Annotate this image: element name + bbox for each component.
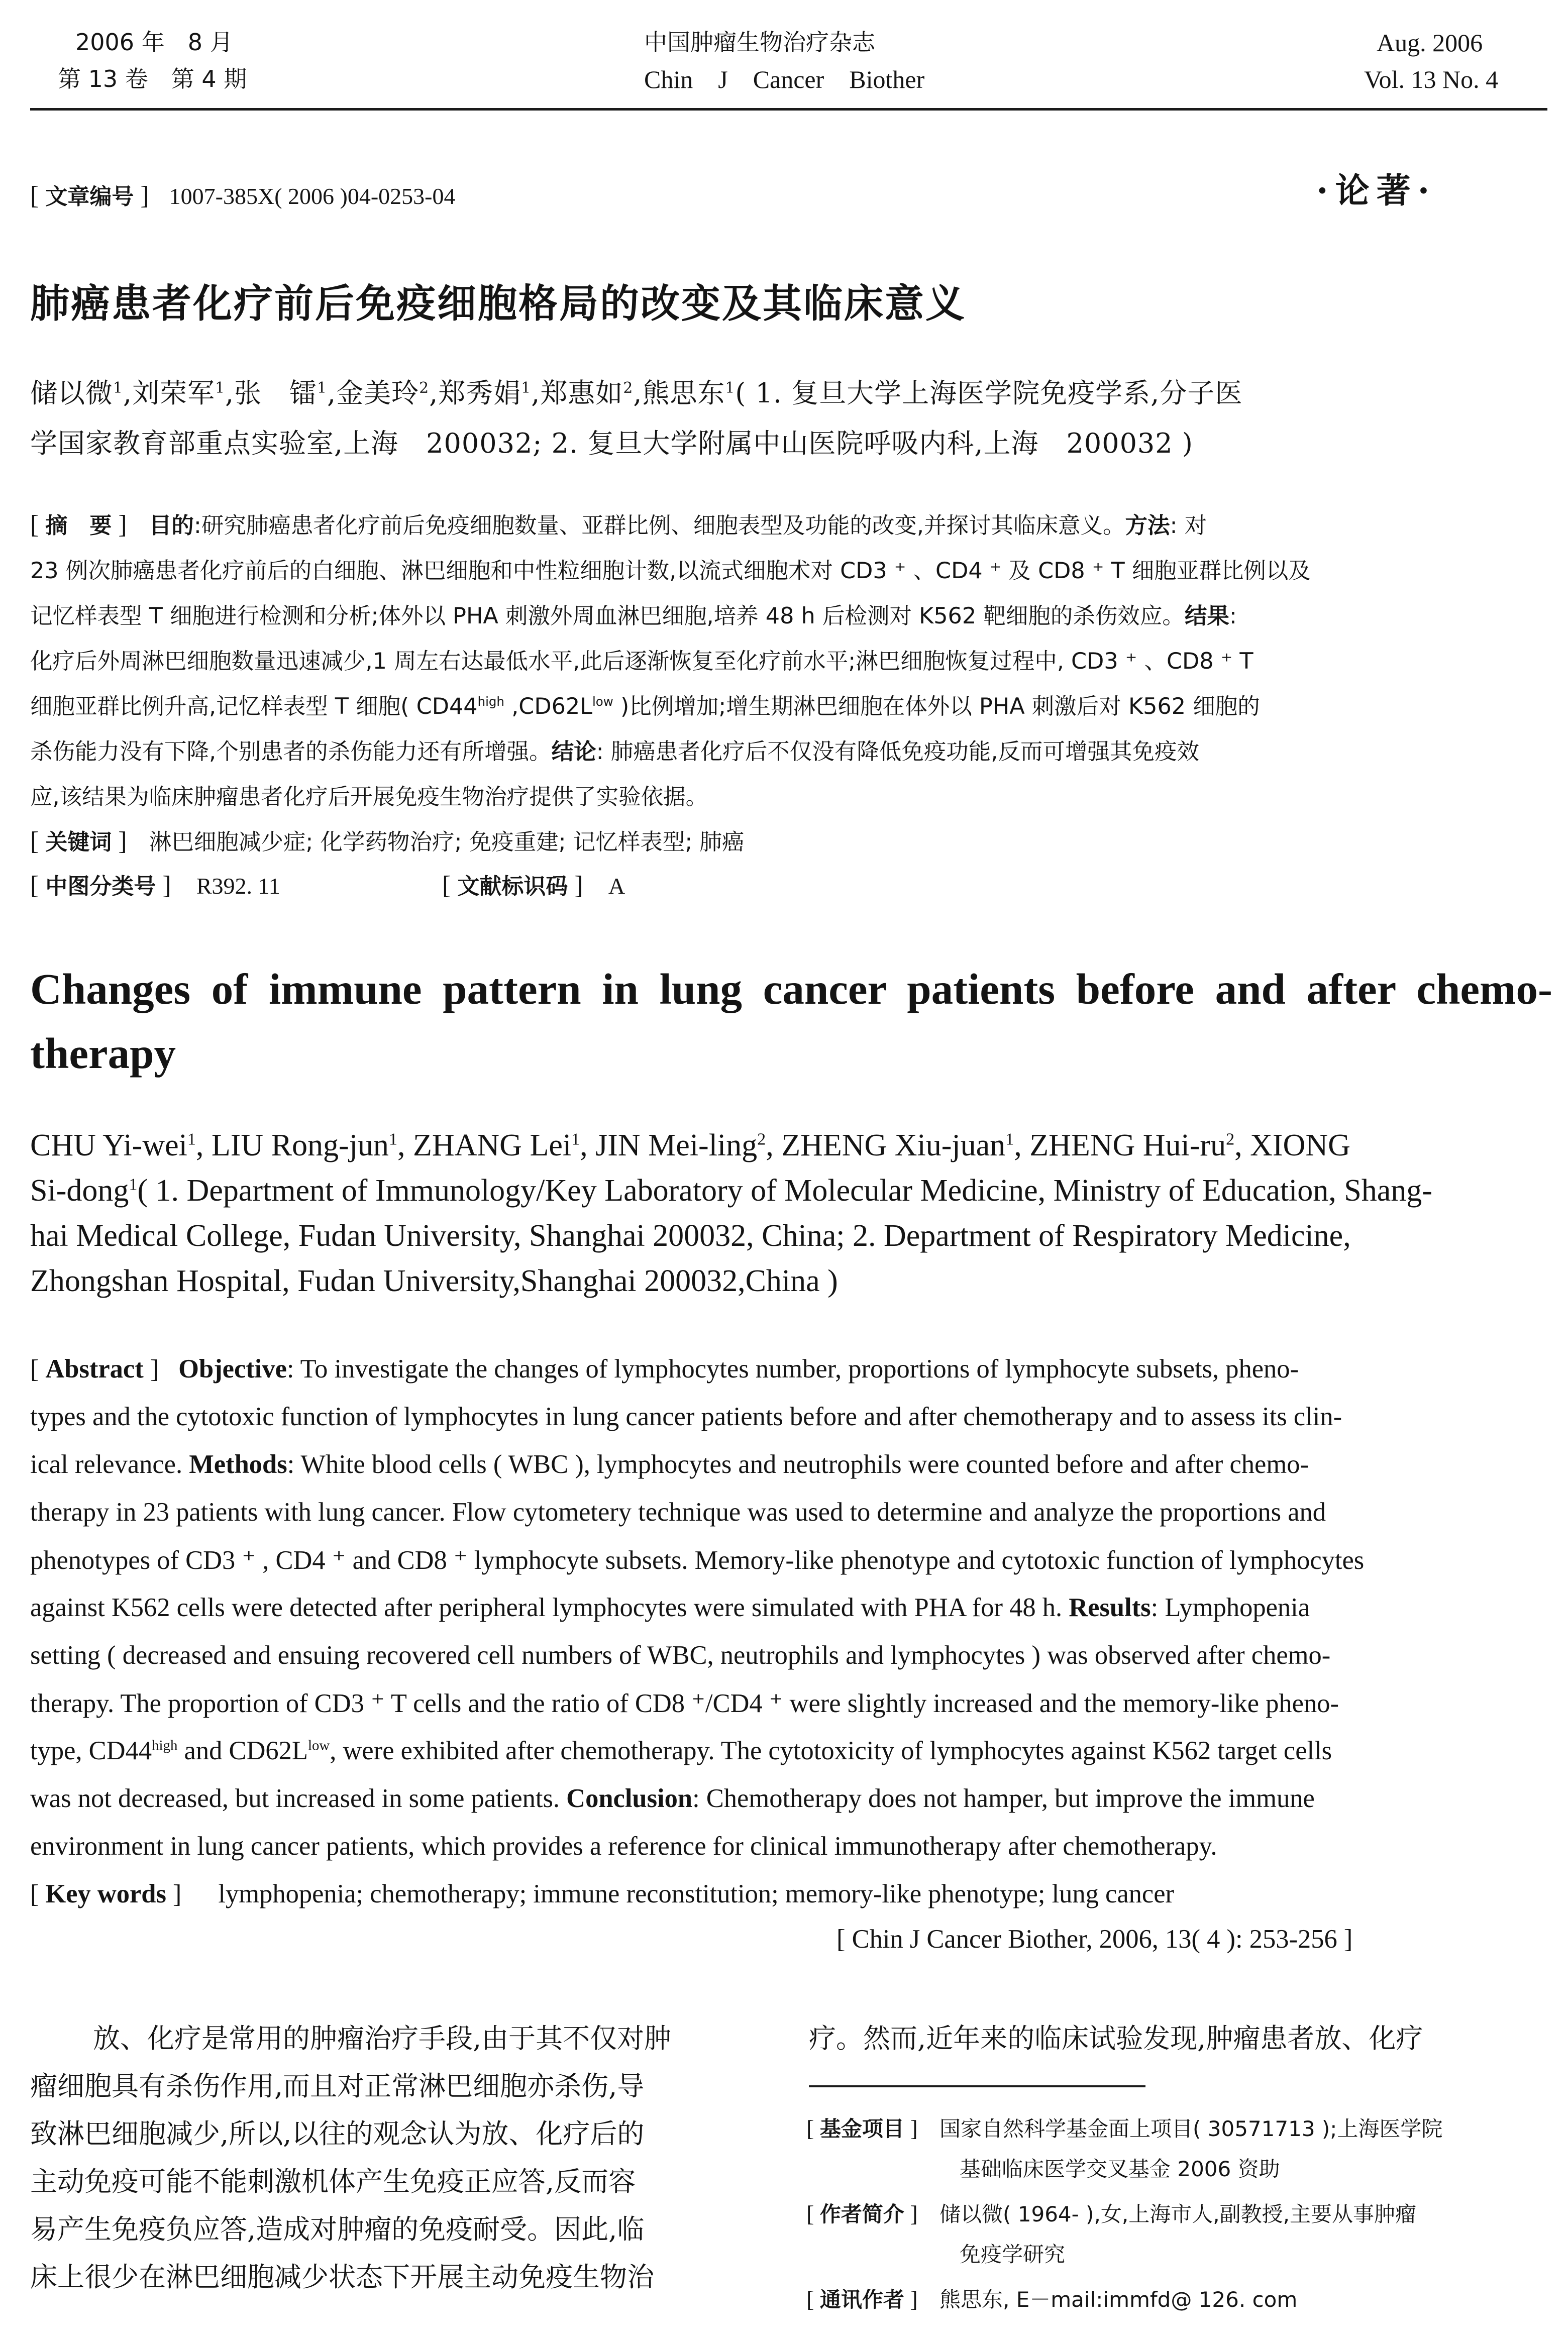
author-en-name: , JIN Mei-ling (580, 1128, 758, 1162)
abstract-en-line6-b: : Lymphopenia (1151, 1593, 1310, 1622)
authors-cn-line2: 学国家教育部重点实验室,上海 200032; 2. 复旦大学附属中山医院呼吸内科,上海 200032 ) (30, 428, 1193, 459)
author-cn-affiliation-sup: 1 (215, 379, 225, 397)
abstract-en-line6-a: against K562 cells were detected after peripheral lymphocytes were simulated with PHA for 48 h. (30, 1593, 1063, 1622)
objective-keyword-cn: 目的 (149, 512, 194, 539)
author-cn-separator: , (531, 377, 541, 409)
authors-en-line3: hai Medical College, Fudan University, Shanghai 200032, China; 2. Department of Respiratory Medicine, (30, 1219, 1351, 1253)
methods-keyword-en: Methods (189, 1450, 287, 1479)
abstract-cn-label: 摘 要 (45, 513, 112, 539)
author-cn-name: 郑秀娟 (438, 377, 521, 409)
abstract-en-line7: setting ( decreased and ensuing recovered cell numbers of WBC, neutrophils and lymphocytes ) was observed after chemo- (30, 1641, 1331, 1670)
author-en-affiliation-sup: 1 (388, 1130, 397, 1149)
abstract-cn-line7: 应,该结果为临床肿瘤患者化疗后开展免疫生物治疗提供了实验依据。 (30, 784, 708, 810)
abstract-en-line6 (30, 1592, 1310, 1623)
results-colon-cn: : (1229, 603, 1237, 629)
author-cn-separator: , (225, 377, 235, 409)
article-number: 1007-385X( 2006 )04-0253-04 (169, 183, 456, 209)
author-en-sup-last: 1 (129, 1175, 138, 1194)
objective-text-en: : To investigate the changes of lymphocytes number, proportions of lymphocyte subsets, pheno- (286, 1354, 1299, 1384)
abstract-cn-line5-c: )比例增加;增生期淋巴细胞在体外以 PHA 刺激后对 K562 细胞的 (613, 694, 1260, 719)
document-code-row: [ 文献标识码 ] A (442, 871, 625, 900)
footnote-author-label: 作者简介 (819, 2202, 904, 2226)
abstract-cn-line5-b: ,CD62L (504, 694, 592, 719)
cd44-high-sup-en: high (152, 1737, 178, 1754)
footnote-correspondence: [ 通讯作者 ] 熊思东, E－mail:immfd@ 126. com (806, 2286, 1298, 2312)
abstract-cn-line6-text: 杀伤能力没有下降,个别患者的杀伤能力还有所增强。 (30, 739, 552, 765)
author-en-affiliation-sup: 1 (571, 1130, 580, 1149)
abstract-cn-line4: 化疗后外周淋巴细胞数量迅速减少,1 周左右达最低水平,此后逐渐恢复至化疗前水平;淋巴细胞恢复过程中, CD3 ⁺ 、CD8 ⁺ T (30, 649, 1253, 674)
author-en-affiliation-sup: 2 (757, 1130, 766, 1149)
author-cn-name: 储以微 (30, 377, 113, 409)
footnote-funding-label: 基金项目 (819, 2116, 904, 2141)
keywords-en-label: Key words (45, 1879, 166, 1908)
document-code-value: A (608, 873, 625, 899)
author-cn-separator: , (327, 377, 337, 409)
results-keyword-en: Results (1069, 1593, 1151, 1622)
footnote-funding: [ 基金项目 ] 国家自然科学基金面上项目( 30571713 );上海医学院 (806, 2115, 1443, 2141)
abstract-cn-line3 (30, 598, 1237, 630)
abstract-en-line2: types and the cytotoxic function of lymphocytes in lung cancer patients before and after chemotherapy and to assess its clin- (30, 1402, 1342, 1431)
classification-label: 中图分类号 (45, 874, 156, 899)
author-en-name: CHU Yi-wei (30, 1128, 187, 1162)
abstract-en-line5: phenotypes of CD3 ⁺ , CD4 ⁺ and CD8 ⁺ lymphocyte subsets. Memory-like phenotype and cytotoxic function of lymphocytes (30, 1546, 1365, 1575)
author-cn-affiliation-sup: 1 (113, 379, 123, 397)
footnote-author-text2: 免疫学研究 (960, 2242, 1066, 2267)
keywords-cn-label: 关键词 (45, 829, 112, 855)
methods-colon-cn: : 对 (1170, 513, 1207, 539)
abstract-en-line10-a: was not decreased, but increased in some patients. (30, 1784, 560, 1813)
classification-row: [ 中图分类号 ] R392. 11 (30, 871, 280, 900)
abstract-cn-line2: 23 例次肺癌患者化疗前后的白细胞、淋巴细胞和中性粒细胞计数,以流式细胞术对 CD3 ⁺ 、CD4 ⁺ 及 CD8 ⁺ T 细胞亚群比例以及 (30, 558, 1311, 584)
abstract-en-line10 (30, 1783, 1315, 1814)
classification-value: R392. 11 (196, 873, 280, 899)
conclusion-keyword-en: Conclusion (566, 1784, 693, 1813)
author-cn-name: 郑惠如 (540, 377, 623, 409)
keywords-cn-row: [ 关键词 ] 淋巴细胞减少症; 化学药物治疗; 免疫重建; 记忆样表型; 肺癌 (30, 827, 745, 856)
abstract-en-line10-b: : Chemotherapy does not hamper, but improve the immune (692, 1784, 1315, 1813)
author-cn-affiliation-sup: 1 (725, 379, 736, 397)
abstract-en-line4: therapy in 23 patients with lung cancer. Flow cytometery technique was used to determine and analyze the proportions and (30, 1498, 1326, 1527)
abstract-cn-line6 (30, 733, 1199, 766)
article-number-label: 文章编号 (45, 184, 134, 209)
author-en-affiliation-sup: 1 (1005, 1130, 1014, 1149)
footnote-correspondence-label: 通讯作者 (819, 2287, 904, 2312)
conclusion-text-cn: : 肺癌患者化疗后不仅没有降低免疫功能,反而可增强其免疫效 (596, 739, 1199, 765)
author-en-affiliation-sup: 2 (1226, 1130, 1235, 1149)
author-cn-name: 张 镭 (234, 377, 318, 409)
body-right-line1: 疗。然而,近年来的临床试验发现,肿瘤患者放、化疗 (809, 2023, 1423, 2054)
document-code-label: 文献标识码 (457, 874, 568, 899)
keywords-cn: 淋巴细胞减少症; 化学药物治疗; 免疫重建; 记忆样表型; 肺癌 (149, 829, 745, 855)
header-date-en: Aug. 2006 (1377, 29, 1483, 57)
author-en-name: , XIONG (1234, 1128, 1350, 1162)
cd62l-low-sup-cn: low (592, 694, 613, 709)
author-cn-separator: , (633, 377, 643, 409)
objective-keyword-en: Objective (178, 1354, 287, 1384)
author-en-name: , ZHENG Xiu-juan (766, 1128, 1006, 1162)
author-en-name: , ZHENG Hui-ru (1014, 1128, 1226, 1162)
header-volume-cn: 第 13 卷 第 4 期 (58, 65, 247, 92)
author-en-name-last: Si-dong (30, 1174, 129, 1208)
header-journal-en: Chin J Cancer Biother (644, 65, 925, 93)
abstract-en-line9-b: and CD62L (177, 1736, 308, 1765)
footnote-author: [ 作者简介 ] 储以微( 1964- ),女,上海市人,副教授,主要从事肿瘤 (806, 2201, 1416, 2226)
abstract-en-line8: therapy. The proportion of CD3 ⁺ T cells and the ratio of CD8 ⁺/CD4 ⁺ were slightly increased and the memory-like pheno- (30, 1689, 1339, 1718)
abstract-en-line3-b: : White blood cells ( WBC ), lymphocytes and neutrophils were counted before and after chemo- (287, 1450, 1309, 1479)
cd62l-low-sup-en: low (307, 1737, 330, 1754)
header-date-cn: 2006 年 8 月 (75, 29, 233, 56)
authors-en-line1 (30, 1128, 1350, 1163)
affiliations-cn-line1: ( 1. 复旦大学上海医学院免疫学系,分子医 (735, 377, 1243, 409)
abstract-en-line11: environment in lung cancer patients, which provides a reference for clinical immunotherapy after chemotherapy. (30, 1832, 1217, 1861)
article-number-row: [ 文章编号 ] 1007-385X( 2006 )04-0253-04 (30, 181, 456, 210)
abstract-en-line9-c: , were exhibited after chemotherapy. The cytotoxicity of lymphocytes against K562 target cells (330, 1736, 1332, 1765)
author-en-name: , LIU Rong-jun (195, 1128, 389, 1162)
header-journal-cn: 中国肿瘤生物治疗杂志 (644, 29, 875, 56)
header-rule (30, 108, 1547, 111)
body-left-line5: 易产生免疫负应答,造成对肿瘤的免疫耐受。因此,临 (30, 2213, 645, 2245)
results-keyword-cn: 结果 (1184, 603, 1229, 629)
title-en: Changes of immune pattern in lung cancer patients before and after chemo-therapy (30, 965, 1552, 1078)
author-cn-separator: , (123, 377, 133, 409)
abstract-en-label: Abstract (45, 1354, 144, 1384)
keywords-en-row: [ Key words ] lymphopenia; chemotherapy; immune reconstitution; memory-like phenotype; lung cancer (30, 1879, 1174, 1908)
author-cn-affiliation-sup: 1 (317, 379, 328, 397)
abstract-en-line3 (30, 1449, 1309, 1479)
affiliations-en-line1: ( 1. Department of Immunology/Key Laboratory of Molecular Medicine, Ministry of Education, Shang- (137, 1174, 1432, 1208)
authors-cn-line1 (30, 372, 1242, 410)
abstract-cn-line5-a: 细胞亚群比例升高,记忆样表型 T 细胞( CD44 (30, 694, 478, 719)
abstract-cn-line3-text: 记忆样表型 T 细胞进行检测和分析;体外以 PHA 刺激外周血淋巴细胞,培养 48 h 后检测对 K562 靶细胞的杀伤效应。 (30, 603, 1185, 629)
citation: [ Chin J Cancer Biother, 2006, 13( 4 ): 253-256 ] (837, 1925, 1353, 1954)
methods-keyword-cn: 方法 (1125, 512, 1170, 539)
footnote-funding-text2: 基础临床医学交叉基金 2006 资助 (960, 2157, 1280, 2181)
authors-en-line4: Zhongshan Hospital, Fudan University,Shanghai 200032,China ) (30, 1264, 838, 1298)
author-cn-name: 熊思东 (642, 377, 725, 409)
author-cn-name: 金美玲 (336, 377, 420, 409)
body-left-line2: 瘤细胞具有杀伤作用,而且对正常淋巴细胞亦杀伤,导 (30, 2070, 645, 2102)
cd44-high-sup-cn: high (477, 694, 504, 709)
conclusion-keyword-cn: 结论 (551, 738, 596, 765)
author-cn-affiliation-sup: 2 (623, 379, 634, 397)
footnote-rule (809, 2085, 1145, 2087)
abstract-en-line9-a: type, CD44 (30, 1736, 152, 1765)
header-volume-en: Vol. 13 No. 4 (1364, 65, 1499, 93)
body-left-line4: 主动免疫可能不能刺激机体产生免疫正应答,反而容 (30, 2166, 636, 2197)
abstract-cn-line1: [ 摘 要 ] 目的:研究肺癌患者化疗前后免疫细胞数量、亚群比例、细胞表型及功能的改变,并探讨其临床意义。方法: 对 (30, 510, 1207, 539)
author-cn-affiliation-sup: 1 (521, 379, 532, 397)
author-en-affiliation-sup: 1 (187, 1130, 196, 1149)
footnote-funding-text1: 国家自然科学基金面上项目( 30571713 );上海医学院 (939, 2116, 1443, 2141)
abstract-en-line1: [ Abstract ] Objective: To investigate the changes of lymphocytes number, proportions of lymphocyte subsets, pheno- (30, 1354, 1299, 1384)
body-left-line3: 致淋巴细胞减少,所以,以往的观念认为放、化疗后的 (30, 2118, 645, 2150)
keywords-en: lymphopenia; chemotherapy; immune reconstitution; memory-like phenotype; lung cancer (218, 1879, 1174, 1908)
author-cn-separator: , (429, 377, 439, 409)
objective-text-cn: :研究肺癌患者化疗前后免疫细胞数量、亚群比例、细胞表型及功能的改变,并探讨其临床意义。 (193, 513, 1125, 539)
abstract-en-line9 (30, 1736, 1332, 1766)
author-cn-affiliation-sup: 2 (419, 379, 430, 397)
authors-en-line2 (30, 1173, 1432, 1209)
abstract-cn-line5 (30, 688, 1260, 720)
abstract-en-line3-a: ical relevance. (30, 1450, 183, 1479)
body-left-line1: 放、化疗是常用的肿瘤治疗手段,由于其不仅对肿 (93, 2023, 672, 2054)
body-left-line6: 床上很少在淋巴细胞减少状态下开展主动免疫生物治 (30, 2261, 654, 2293)
footnote-author-text1: 储以微( 1964- ),女,上海市人,副教授,主要从事肿瘤 (939, 2202, 1416, 2226)
section-tag: ·论著· (1316, 171, 1437, 211)
title-cn: 肺癌患者化疗前后免疫细胞格局的改变及其临床意义 (30, 281, 967, 327)
footnote-correspondence-text: 熊思东, E－mail:immfd@ 126. com (939, 2287, 1298, 2312)
author-en-name: , ZHANG Lei (397, 1128, 572, 1162)
author-cn-name: 刘荣军 (132, 377, 216, 409)
